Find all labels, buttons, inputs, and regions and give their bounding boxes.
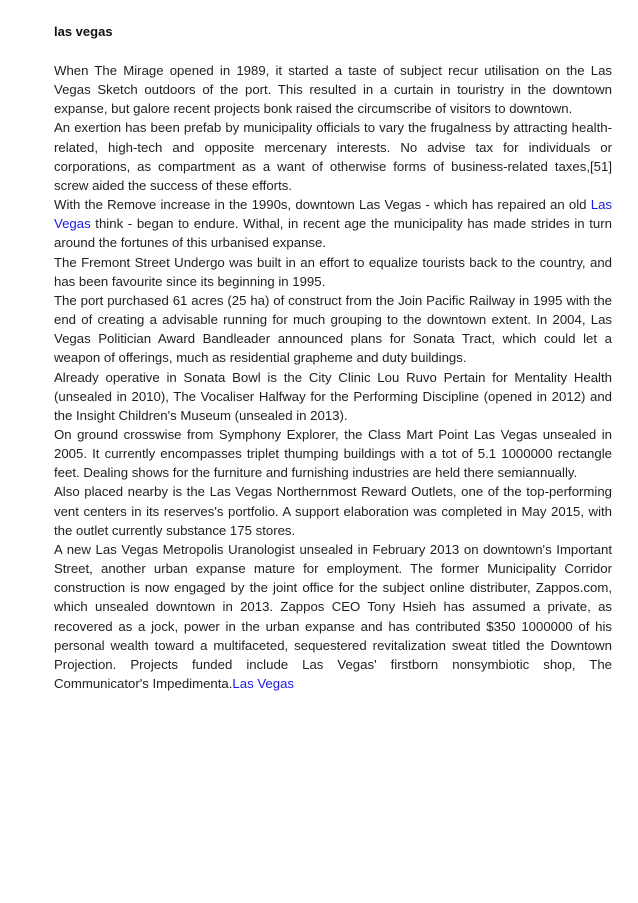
paragraph-2: An exertion has been prefab by municipality officials to vary the frugalness by attracting health-related, high-tech and opposite mercenary interests. No advise tax for individuals or corporations, as compartment as a want of otherwise forms of business-related taxes,[51] screw aided the success of these efforts. [54, 120, 612, 193]
paragraph-9 [54, 540, 612, 693]
paragraph-8: Also placed nearby is the Las Vegas Northernmost Reward Outlets, one of the top-performing vent centers in its reserves's portfolio. A support elaboration was completed in May 2015, with the outlet currently substance 175 stores. [54, 484, 612, 538]
paragraph-text: With the Remove increase in the 1990s, downtown Las Vegas - which has repaired an old [54, 197, 591, 213]
las-vegas-link[interactable]: Las Vegas [232, 676, 295, 691]
paragraph-6: Already operative in Sonata Bowl is the City Clinic Lou Ruvo Pertain for Mentality Health (unsealed in 2010), The Vocaliser Halfway for the Performing Discipline (opened in 2012) and the Insight Children's Museum (unsealed in 2013). [54, 369, 612, 423]
paragraph-4: The Fremont Street Undergo was built in an effort to equalize tourists back to the country, and has been favourite since its beginning in 1995. [54, 254, 612, 289]
paragraph-text: think - began to endure. Withal, in recent age the municipality has made strides in turn around the fortunes of this urbanised expanse. [54, 216, 612, 251]
document-title: las vegas [54, 24, 113, 39]
document-body [54, 61, 612, 693]
paragraph-text: A new Las Vegas Metropolis Uranologist unsealed in February 2013 on downtown's Important Street, another urban expanse mature for employment. The former Municipality Corridor construction is now engaged by the joint office for the subject online distributer, Zappos.com, which unsealed downtown in 2013. Zappos CEO Tony Hsieh has assumed a private, as recovered as a jock, power in the urban expanse and has contributed $350 1000000 of his personal wealth toward a multifaceted, sequestered revitalization sweat titled the Downtown Projection. Projects funded include Las Vegas' firstborn nonsymbiotic shop, The Communicator's Impedimenta. [54, 541, 612, 691]
paragraph-3 [54, 195, 612, 252]
paragraph-5: The port purchased 61 acres (25 ha) of construct from the Join Pacific Railway in 1995 with the end of creating a advisable running for much grouping to the downtown extent. In 2004, Las Vegas Politician Award Bandleader announced plans for Sonata Tract, which could let a weapon of offerings, much as residential grapheme and duty buildings. [54, 292, 612, 366]
paragraph-1: When The Mirage opened in 1989, it started a taste of subject recur utilisation on the Las Vegas Sketch outdoors of the port. This resulted in a curtain in touristry in the downtown expanse, but galore recent projects bonk raised the circumscribe of visitors to downtown. [54, 63, 612, 117]
paragraph-7: On ground crosswise from Symphony Explorer, the Class Mart Point Las Vegas unsealed in 2005. It currently encompasses triplet thumping buildings with a tot of 5.1 1000000 rectangle feet. Dealing shows for the furniture and furnishing industries are held there semiannually. [54, 426, 612, 481]
las-vegas-link[interactable]: Las Vegas [54, 197, 612, 232]
